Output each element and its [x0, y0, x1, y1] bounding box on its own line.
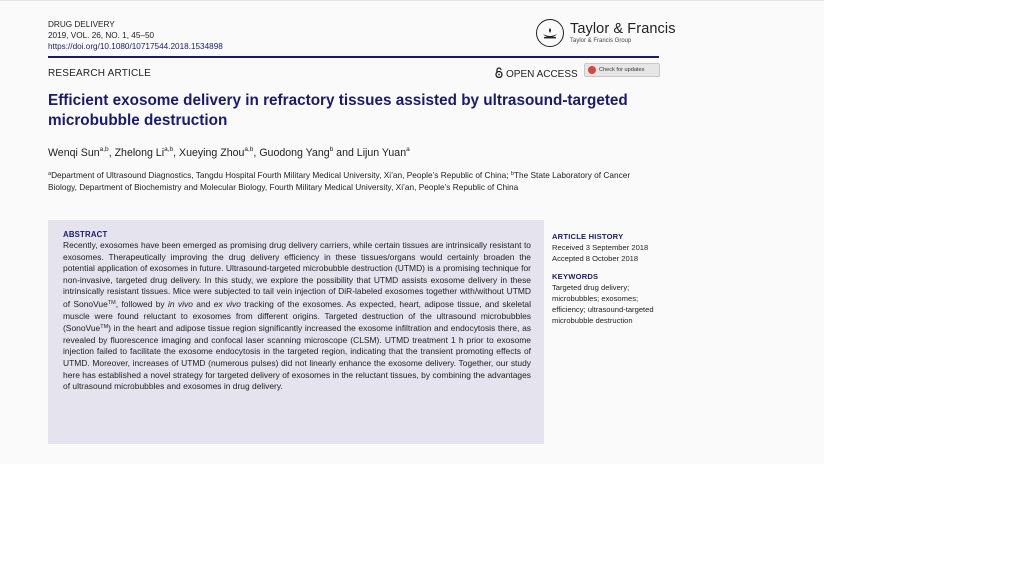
- author-name: Guodong Yang: [259, 147, 330, 159]
- lamp-icon: [536, 19, 564, 47]
- author-separator: ,: [253, 147, 260, 159]
- affiliation-a-label: a: [48, 171, 52, 177]
- accepted-date: Accepted 8 October 2018: [552, 254, 639, 263]
- article-title: Efficient exosome delivery in refractory tissues assisted by ultrasound-targeted microbubble destruction: [48, 92, 628, 129]
- open-access-label: OPEN ACCESS: [506, 68, 578, 80]
- affiliation-b: The State Laboratory of Cancer Biology, Department of Biochemistry and Molecular Biology, Fourth Military Medical University, Xi’an, People’s Republic of China: [48, 170, 631, 192]
- author-separator: ,: [173, 147, 179, 159]
- crossmark-icon: [588, 66, 596, 74]
- author-separator: ,: [108, 147, 115, 159]
- received-date: Received 3 September 2018: [552, 243, 649, 252]
- check-updates-label: Check for updates: [599, 67, 645, 73]
- affiliation-a: Department of Ultrasound Diagnostics, Tangdu Hospital Fourth Military Medical University, Xi’an, People’s Republic of China;: [51, 170, 511, 180]
- author-affiliation-mark: a,b: [99, 146, 109, 153]
- author-separator: and: [333, 147, 357, 159]
- publisher-logo: [536, 19, 676, 47]
- journal-name: DRUG DELIVERY: [48, 20, 115, 29]
- article-sidebar: [552, 231, 662, 333]
- author-list: [48, 146, 410, 159]
- author-affiliation-mark: a,b: [164, 146, 174, 153]
- journal-issue: 2019, VOL. 26, NO. 1, 45–50: [48, 31, 155, 40]
- journal-info: [48, 19, 223, 52]
- abstract-box: [48, 220, 544, 444]
- article-history: [552, 231, 662, 264]
- author-name: Xueying Zhou: [179, 147, 245, 159]
- author-affiliation-mark: a,b: [244, 146, 254, 153]
- abstract-heading: ABSTRACT: [63, 230, 108, 239]
- publisher-group: Taylor & Francis Group: [570, 37, 632, 44]
- keywords-block: [552, 271, 662, 326]
- author-name: Wenqi Sun: [48, 147, 100, 159]
- keywords-heading: KEYWORDS: [552, 272, 599, 281]
- history-heading: ARTICLE HISTORY: [552, 232, 624, 241]
- author-name: Lijun Yuan: [356, 147, 407, 159]
- check-updates-button[interactable]: [584, 63, 660, 77]
- affiliation-b-label: b: [510, 171, 514, 177]
- affiliations: [48, 168, 638, 193]
- author-affiliation-mark: b: [329, 146, 334, 153]
- header-divider: [48, 56, 659, 58]
- author-name: Zhelong Li: [114, 147, 165, 159]
- keywords-list: Targeted drug delivery; microbubbles; exosomes; efficiency; ultrasound-targeted microbubble destruction: [552, 283, 654, 325]
- abstract-text: Recently, exosomes have been emerged as promising drug delivery carriers, while certain tissues are intrinsically resistant to exosomes. Therapeutically improving the drug delivery efficiency in these tissues/organs would certainly broaden the potential application of exosomes in future. Ultrasound-targeted microbubble destruction (UTMD) is a promising technique for non-invasive, targeted drug delivery. In this study, we explore the possibility that UTMD assists exosome delivery in these intrinsically resistant tissues. Mice were subjected to tail vein injection of DiR-labeled exosomes together with/without UTMD of SonoVue™, followed by in vivo and ex vivo tracking of the exosomes. As expected, heart, adipose tissue, and skeletal muscle were found reluctant to exosomes from different origins. Targeted destruction of the ultrasound microbubbles (SonoVue™) in the heart and adipose tissue region significantly increased the exosome infiltration and endocytosis there, as revealed by fluorescence imaging and confocal laser scanning microscope (CLSM). UTMD treatment 1 h prior to exosome injection failed to facilitate the exosome endocytosis in the targeted region, indicating that the transient promoting effects of UTMD. Moreover, increases of UTMD (numerous pulses) did not linearly enhance the exosome delivery. Together, our study here has established a novel strategy for targeted delivery of exosomes in the reluctant tissues, by combining the advantages of ultrasound microbubbles and exosomes in drug delivery.: [63, 240, 531, 392]
- publisher-name: Taylor & Francis: [570, 20, 676, 37]
- doi-link[interactable]: https://doi.org/10.1080/10717544.2018.1534898: [48, 42, 223, 51]
- open-lock-icon: [495, 67, 503, 81]
- open-access-badge: [495, 67, 578, 81]
- author-affiliation-mark: a: [406, 146, 410, 153]
- article-type: RESEARCH ARTICLE: [48, 68, 152, 79]
